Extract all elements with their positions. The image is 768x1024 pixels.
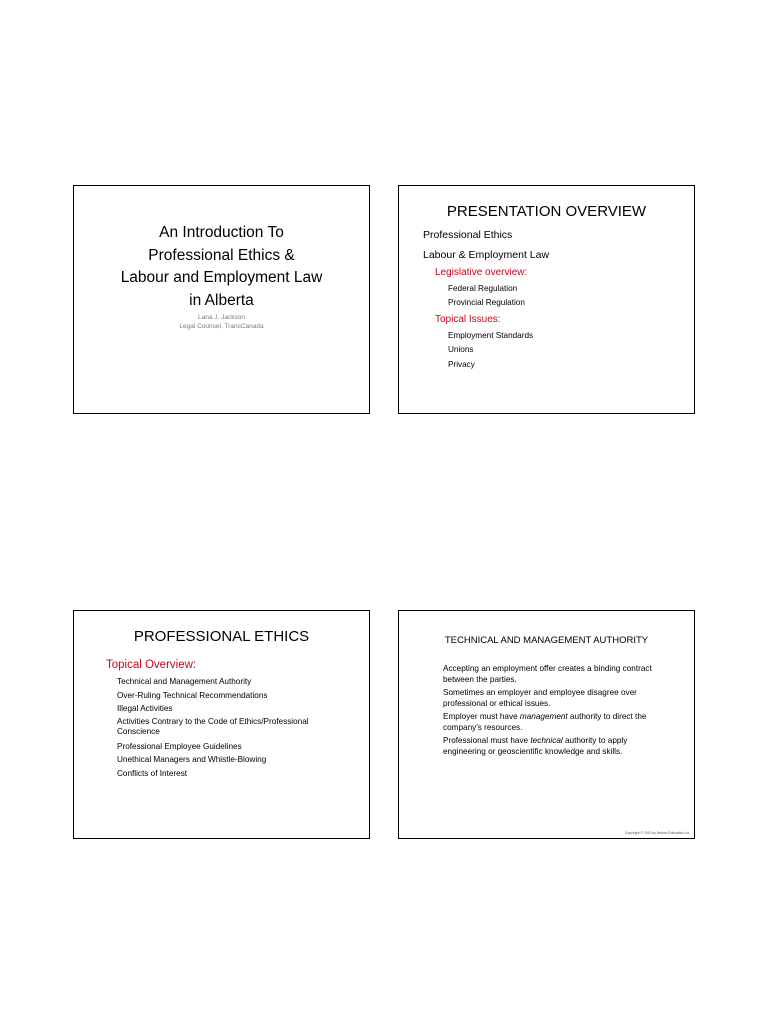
slide-presentation-overview: [398, 185, 695, 414]
presenter-info: [74, 313, 369, 331]
list-item: Conflicts of Interest: [117, 768, 188, 778]
list-item: [117, 716, 352, 740]
slide-title-text: [74, 222, 369, 312]
sub-heading-topical: Topical Issues:: [435, 314, 501, 325]
paragraph-line: [443, 712, 675, 723]
list-item: Unethical Managers and Whistle-Blowing: [117, 755, 267, 764]
paragraph-line: Accepting an employment offer creates a binding contract: [443, 664, 652, 673]
list-item-line: Activities Contrary to the Code of Ethics/Professional: [117, 716, 309, 726]
overview-item: Professional Ethics: [423, 229, 513, 241]
text-run: Employer must have: [443, 712, 520, 721]
title-line-3: Labour and Employment Law: [120, 269, 323, 286]
paragraph-line: between the parties.: [443, 674, 517, 684]
sub-heading-legislative: Legislative overview:: [435, 267, 528, 278]
title-line-2: Professional Ethics &: [148, 246, 295, 264]
paragraph: [443, 688, 675, 709]
emphasis-text: technical: [530, 736, 563, 745]
list-item: Unions: [448, 345, 474, 354]
paragraph-list: [443, 664, 675, 760]
paragraph-line: engineering or geoscientific knowledge and skills.: [443, 746, 623, 756]
slide-technical-management-authority: [398, 610, 695, 839]
title-line-1: An Introduction To: [159, 224, 284, 241]
list-item: Employment Standards: [448, 331, 534, 340]
topic-list: [117, 675, 352, 780]
paragraph: [443, 712, 675, 733]
text-run: authority to direct the: [567, 712, 647, 721]
author-role: Legal Counsel, TransCanada: [179, 323, 264, 330]
list-item: Over-Ruling Technical Recommendations: [117, 690, 268, 700]
title-line-4: in Alberta: [189, 291, 254, 309]
list-item: Illegal Activities: [117, 704, 173, 713]
slide-heading: PROFESSIONAL ETHICS: [133, 628, 310, 645]
slide-professional-ethics: [73, 610, 370, 839]
text-run: Professional must have: [443, 736, 531, 745]
paragraph-line: company's resources.: [443, 722, 523, 732]
paragraph-line: [443, 736, 675, 747]
list-item: Privacy: [448, 360, 475, 369]
text-run: authority to apply: [562, 736, 628, 745]
overview-item: Labour & Employment Law: [423, 249, 550, 261]
emphasis-text: management: [519, 712, 568, 721]
author-name: Lana J. Jackson: [198, 314, 245, 321]
paragraph: [443, 664, 675, 685]
paragraph: [443, 736, 675, 757]
copyright-notice: Copyright © 2010 by Nelson Education Ltd.: [624, 831, 690, 835]
sub-heading-topical-overview: Topical Overview:: [106, 659, 197, 671]
list-item-line: Conscience: [117, 727, 160, 736]
slide-heading: PRESENTATION OVERVIEW: [446, 203, 647, 220]
paragraph-line: Sometimes an employer and employee disagree over: [443, 688, 637, 697]
slide-heading: TECHNICAL AND MANAGEMENT AUTHORITY: [444, 635, 649, 646]
list-item: Federal Regulation: [448, 284, 518, 293]
list-item: Provincial Regulation: [448, 298, 525, 307]
paragraph-line: professional or ethical issues.: [443, 698, 551, 708]
list-item: Professional Employee Guidelines: [117, 741, 242, 751]
slide-title: [73, 185, 370, 414]
list-item: Technical and Management Authority: [117, 677, 252, 686]
